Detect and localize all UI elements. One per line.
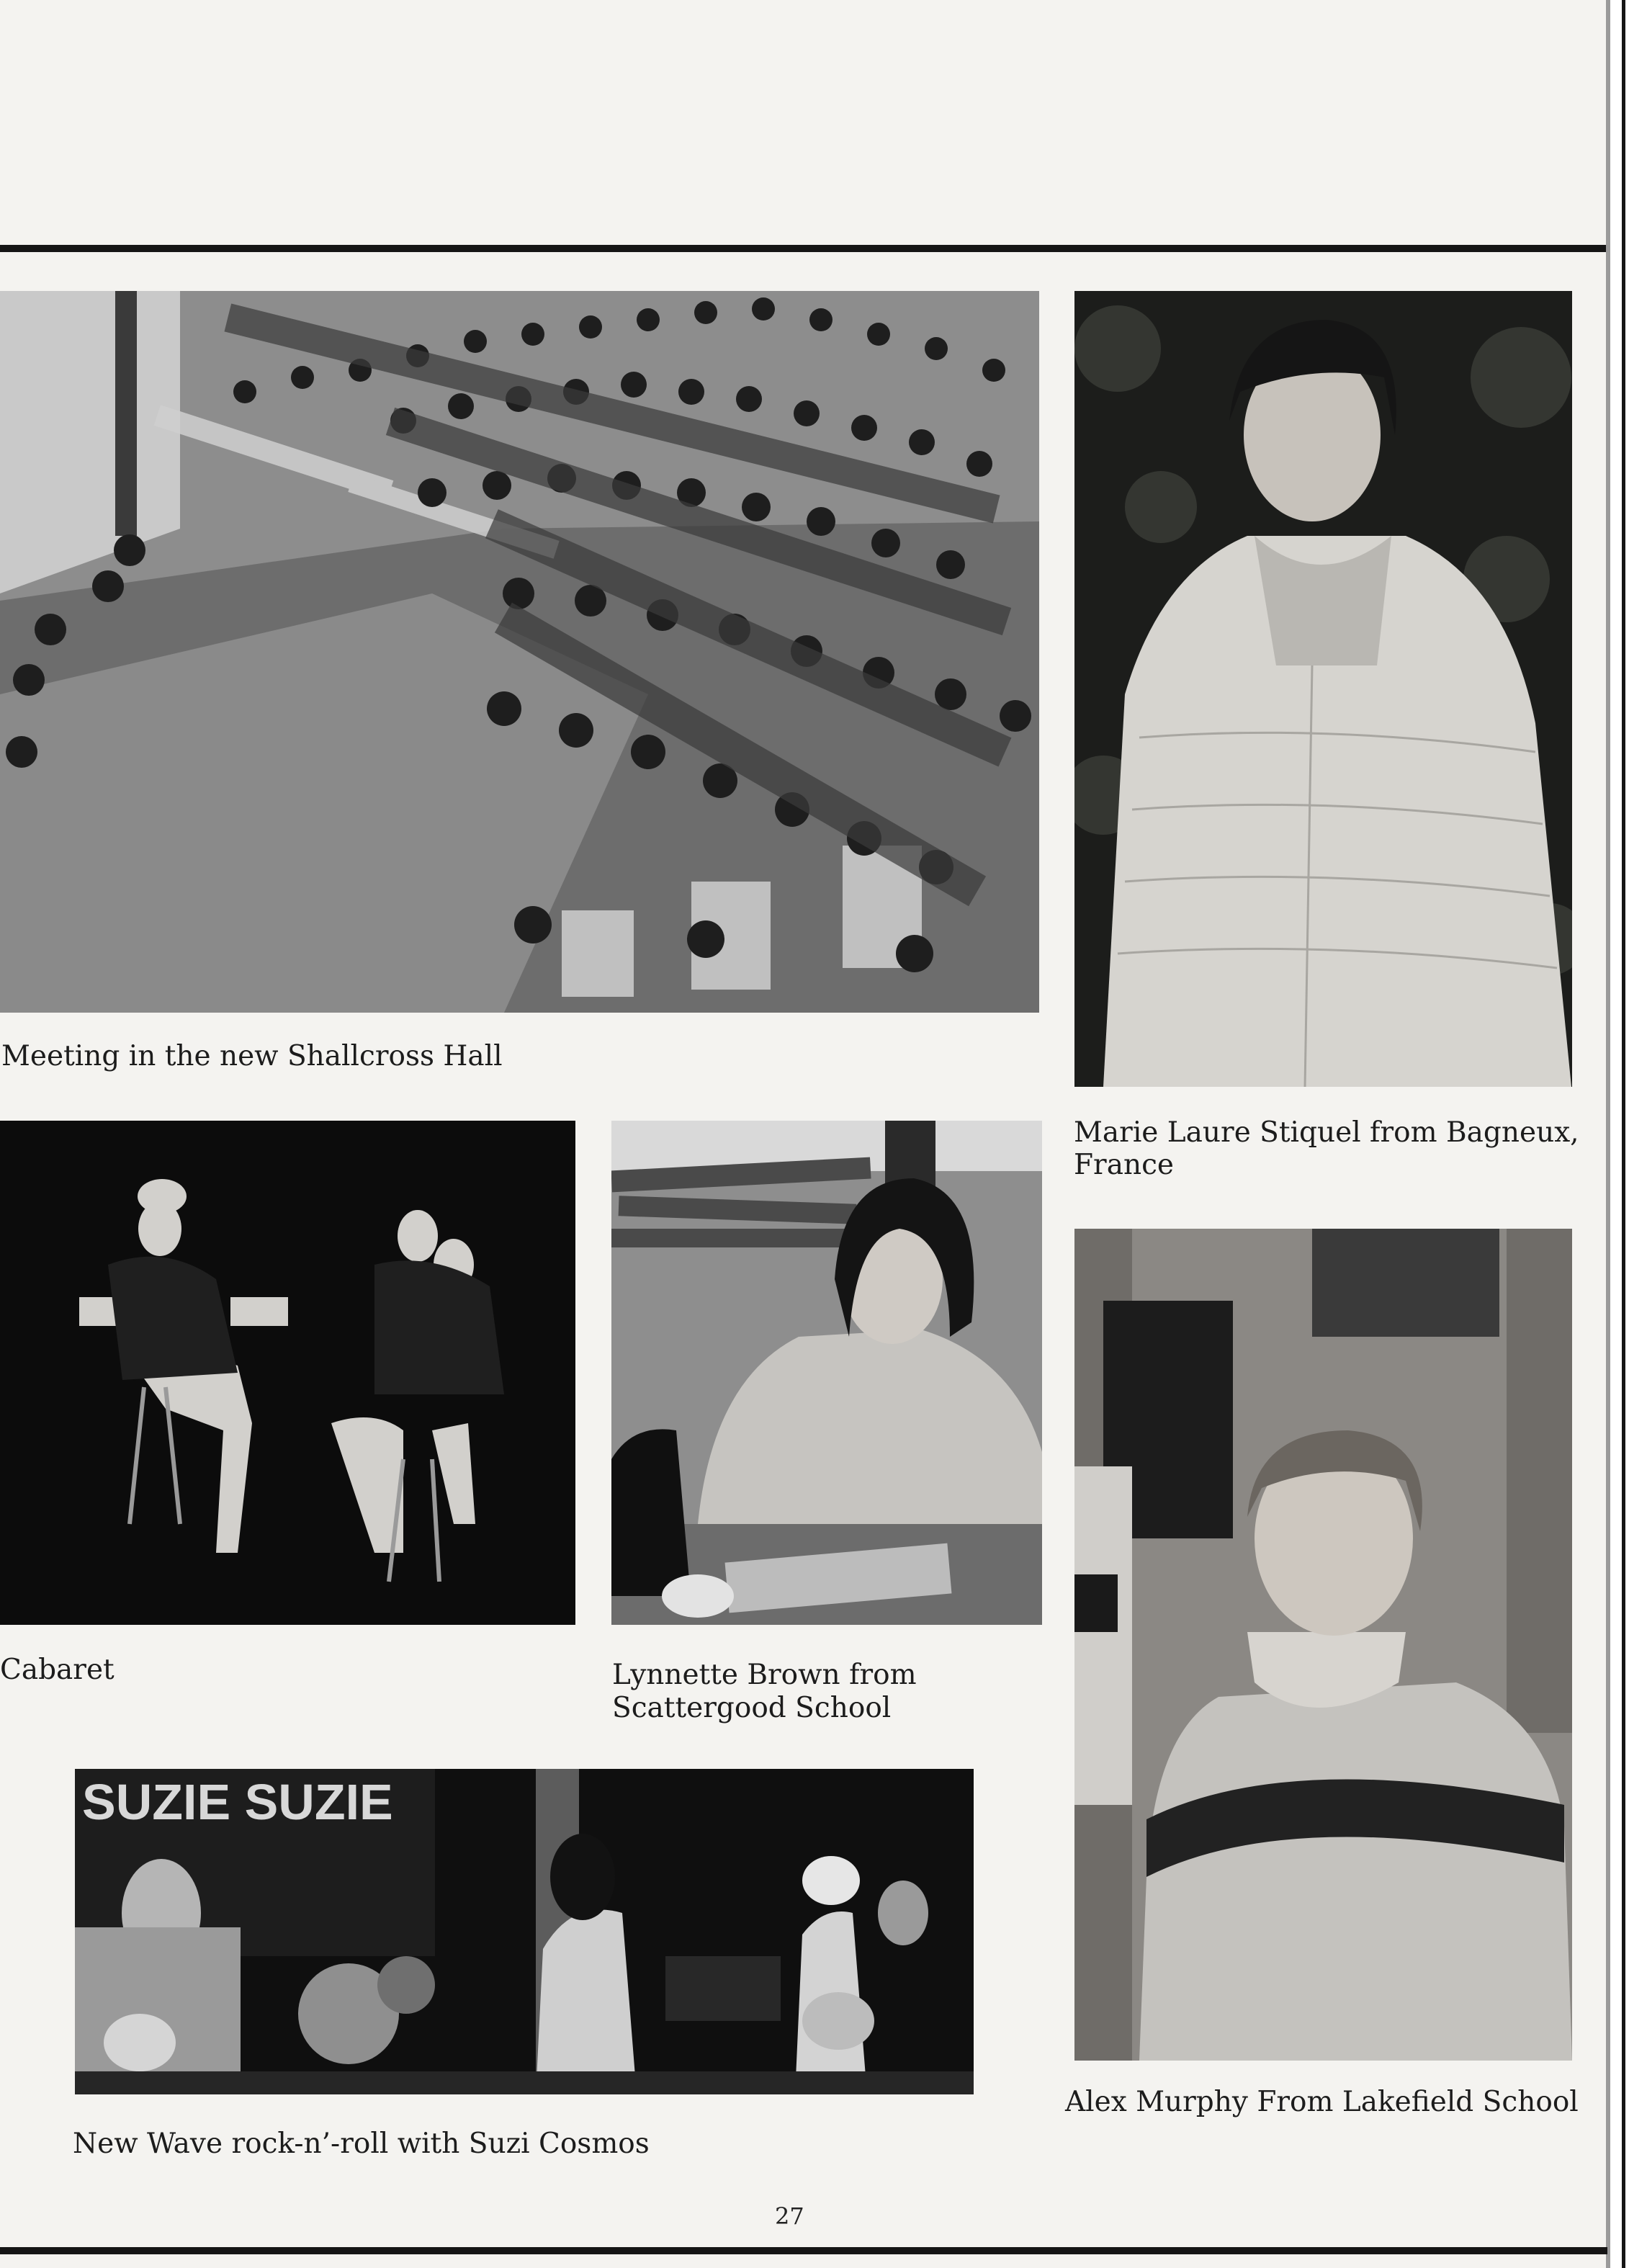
photo-alex-murphy	[1074, 1229, 1572, 2061]
photo-new-wave-band	[75, 1769, 974, 2094]
page-edge	[1606, 0, 1647, 2268]
caption-new-wave: New Wave rock-n’-roll with Suzi Cosmos	[73, 2128, 650, 2160]
banner-text: SUZIE SUZIE	[82, 1774, 393, 1830]
photo-shallcross-hall	[0, 291, 1039, 1013]
caption-lynnette-line2: Scattergood School	[612, 1692, 892, 1724]
caption-shallcross-hall: Meeting in the new Shallcross Hall	[1, 1040, 503, 1072]
caption-marie-line1: Marie Laure Stiquel from Bagneux,	[1074, 1116, 1579, 1149]
caption-cabaret: Cabaret	[0, 1654, 115, 1686]
bottom-rule	[0, 2247, 1607, 2254]
caption-marie-line2: France	[1074, 1149, 1174, 1181]
photo-cabaret	[0, 1121, 575, 1625]
caption-lynnette-line1: Lynnette Brown from	[612, 1659, 917, 1691]
page-number: 27	[775, 2202, 804, 2230]
top-rule	[0, 245, 1622, 252]
caption-alex-murphy: Alex Murphy From Lakefield School	[1065, 2086, 1579, 2118]
photo-marie-laure-stiquel	[1074, 291, 1572, 1087]
photo-lynnette-brown	[611, 1121, 1042, 1625]
